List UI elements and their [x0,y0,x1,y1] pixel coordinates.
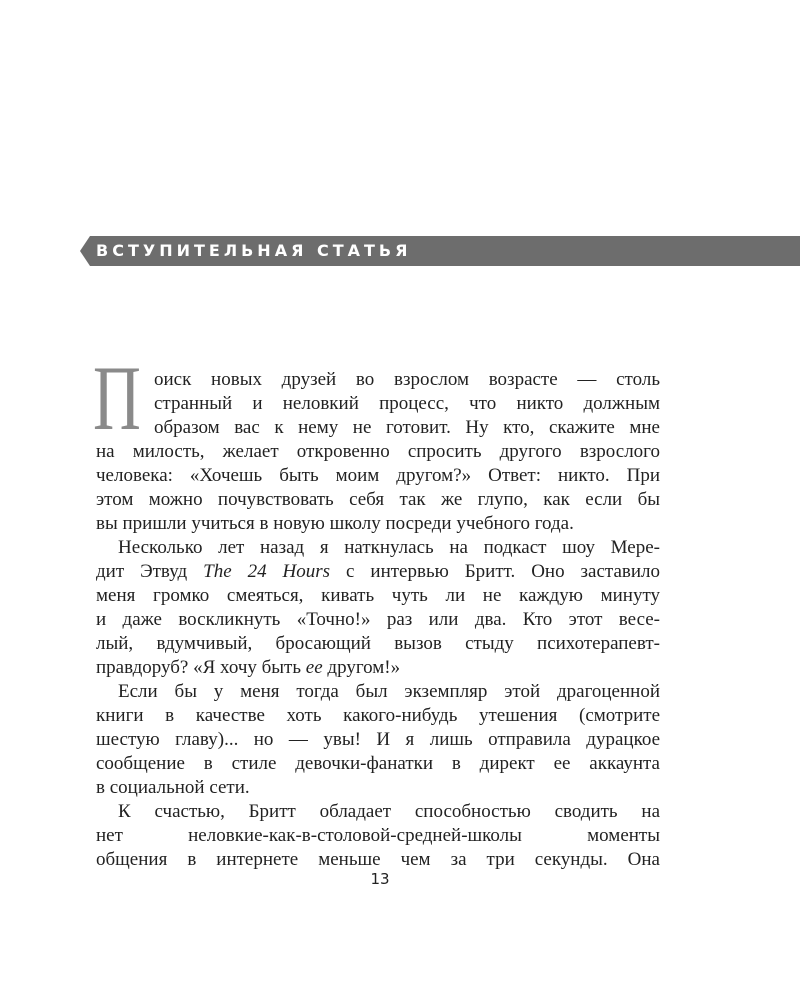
section-title: ВСТУПИТЕЛЬНАЯ СТАТЬЯ [96,241,412,260]
text-line-part: дит Этвуд [96,561,204,582]
text-line: и даже воскликнуть «Точно!» раз или два. Кто этот весе- [96,609,660,630]
text-line [96,656,660,680]
text-line: лый, вдумчивый, бросающий вызов стыду психотерапевт- [96,633,660,654]
text-line: К счастью, Бритт обладает способностью сводить на [118,801,660,822]
text-line: на милость, желает откровенно спросить другого взрослого [96,441,660,462]
text-line: в социальной сети. [96,777,250,798]
text-line: общения в интернете меньше чем за три секунды. Она [96,849,660,870]
text-line: Несколько лет назад я наткнулась на подкаст шоу Мере- [118,537,660,558]
text-line: нет неловкие-как-в-столовой-средней-школы моменты [96,825,660,846]
text-line: книги в качестве хоть какого-нибудь утешения (смотрите [96,705,660,726]
emphasis: ее [305,657,323,678]
text-line: меня громко смеяться, кивать чуть ли не каждую минуту [96,585,660,606]
text-line: странный и неловкий процесс, что никто должным [154,393,660,414]
text-line: сообщение в стиле девочки-фанатки в директ ее аккаунта [96,753,660,774]
text-line: вы пришли учиться в новую школу посреди учебного года. [96,513,574,534]
text-line-part: правдоруб? «Я хочу быть [96,657,306,678]
page-number: 13 [370,870,390,888]
drop-cap: П [93,347,141,449]
text-line [96,560,660,584]
text-line: Если бы у меня тогда был экземпляр этой драгоценной [118,681,660,702]
text-line-part: другом!» [322,657,401,678]
text-line: этом можно почувствовать себя так же глупо, как если бы [96,489,660,510]
text-line: оиск новых друзей во взрослом возрасте — столь [154,369,660,390]
text-line: образом вас к нему не готовит. Ну кто, скажите мне [154,417,660,438]
text-line: человека: «Хочешь быть моим другом?» Ответ: никто. При [96,465,660,486]
text-line-part: с интервью Бритт. Оно заставило [330,561,660,582]
text-line: шестую главу)... но — увы! И я лишь отправила дурацкое [96,729,660,750]
podcast-title: The 24 Hours [203,561,331,582]
